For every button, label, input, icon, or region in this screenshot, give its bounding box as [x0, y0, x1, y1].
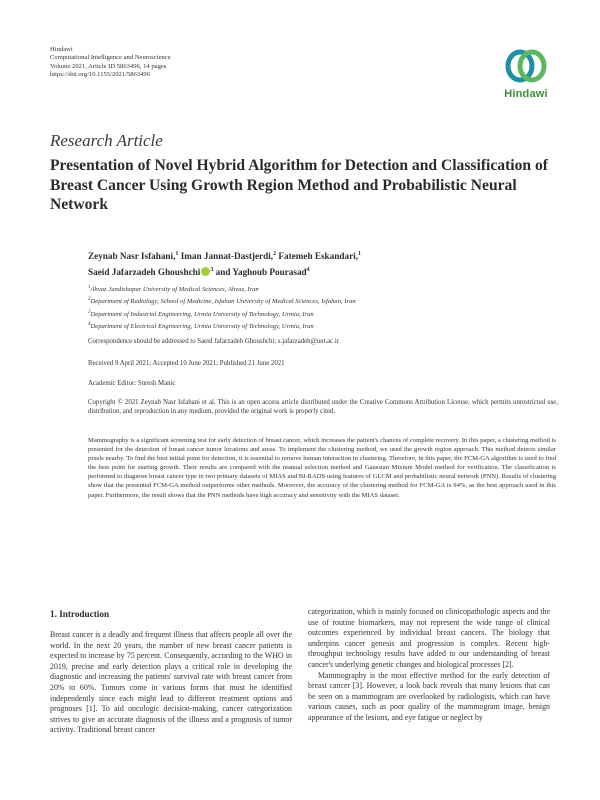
- author-name[interactable]: and Yaghoub Pourasad: [215, 266, 307, 277]
- author-sup: 1: [175, 251, 179, 257]
- paper-title: Presentation of Novel Hybrid Algorithm for Detection and Classification of Breast Cancer Using Growth Region Method and Probabilistic Neural Network: [50, 157, 548, 214]
- paragraph: categorization, which is mainly focused on clinicopathologic aspects and the use of routine biomarkers, may not represent the wide range of clinical outcomes experienced by individual breast cancers. The biology that underpins cancer genesis and progression is complex. Recent high-throughput technology results have added to our understanding of breast cancer's underlying genetic changes and biological processes [2].: [308, 607, 550, 669]
- correspondence: Correspondence should be addressed to Saeid Jafarzadeh Ghoushchi; s.jafarzadeh@uut.ac.ir: [88, 338, 340, 345]
- affiliation-line: $^4$Department of Electrical Engineering, Urmia University of Technology, Urmia, Iran: [88, 322, 314, 331]
- author-name[interactable]: Fatemeh Eskandari,: [278, 251, 359, 262]
- logo-wordmark: Hindawi: [504, 88, 548, 100]
- affiliation-line: $^1$Ahvaz Jundishapur University of Medical Sciences, Ahvaz, Iran: [88, 285, 259, 294]
- article-type: Research Article: [50, 131, 163, 150]
- left-column: [50, 630, 292, 736]
- journal-meta: [50, 46, 171, 80]
- author-name[interactable]: Zeynab Nasr Isfahani,: [88, 251, 176, 262]
- abstract: Mammography is a significant screening test for early detection of breast cancer, which increases the patient's chances of complete recovery. In this paper, a clustering method is presented for the detection of breast cancer tumor locations and areas. To implement the clustering method, we used the growth region approach. This method detects similar pixels nearby. To find the best initial point for detection, it is essential to remove human interaction in clustering. Therefore, in this paper, the FCM-GA algorithm is used to find the best point for starting growth. Their results are compared with the manual selection method and Gaussian Mixture Model method for verification. The classification is performed to diagnose breast cancer type in two primary datasets of MIAS and BI-RADS using features of GLCM and probabilistic neural network (PNN). Results of clustering show that the presented FCM-GA method outperforms other methods. Moreover, the accuracy of the clustering method for FCM-GA is 94%, as the best approach used in this paper. Furthermore, the result shows that the PNN methods have high accuracy and sensitivity with the MIAS dataset.: [88, 437, 556, 499]
- paragraph: Mammography is the most effective method for the early detection of breast cancer [3]. However, a look back reveals that many lesions that can be seen on a mammogram are overlooked by radiologists, which can have various causes, such as poor quality of the mammogram image, benign appearance of the lesions, and eye fatigue or neglect by: [308, 670, 550, 722]
- academic-editor: Academic Editor: Suresh Manic: [88, 380, 176, 387]
- journal-name: Computational Intelligence and Neuroscience: [50, 54, 171, 62]
- right-column: [308, 607, 550, 724]
- author-sup: 3: [210, 266, 214, 273]
- author-list: [88, 248, 558, 280]
- author-sup: 2: [273, 251, 277, 257]
- hindawi-logo-icon: [494, 46, 558, 88]
- author-sup: 4: [306, 266, 310, 273]
- hindawi-logo: [494, 46, 558, 108]
- affiliation-line: $^3$Department of Industrial Engineering, Urmia University of Technology, Urmia, Iran: [88, 309, 314, 318]
- copyright-notice: Copyright © 2021 Zeynab Nasr Isfahani et al. This is an open access article distributed under the Creative Commons Attribution License, which permits unrestricted use, distribution, and reproduction in any medium, provided the original work is properly cited.: [88, 399, 558, 416]
- affiliation-line: $^2$Department of Radiology, School of Medicine, Isfahan University of Medical Sciences, Isfahan, Iran: [88, 297, 356, 306]
- paragraph: Breast cancer is a deadly and frequent illness that affects people all over the world. In the next 20 years, the number of new breast cancer patients is expected to increase by 75 percent. Consequently, according to the WHO in 2019, precise and early detection plays a critical role in developing the diagnostic and increasing the patients' survival rate with breast cancer from 20% to 60%. Tumors come in various forms that must be identified independently since each might lead to different treatment options and prognoses [1]. To aid oncologic decision-making, cancer categorization strives to give an accurate diagnosis of the illness and a prognosis of tumor activity. Traditional breast cancer: [50, 630, 292, 735]
- orcid-icon[interactable]: [201, 267, 210, 276]
- doi-link[interactable]: https://doi.org/10.1155/2021/5863496: [50, 71, 151, 79]
- author-sup: 1: [358, 251, 362, 257]
- section-heading: 1. Introduction: [50, 609, 110, 619]
- affiliations: [88, 283, 558, 333]
- dates: Received 9 April 2021; Accepted 10 June 2021; Published 21 June 2021: [88, 360, 285, 367]
- author-name[interactable]: Saeid Jafarzadeh Ghoushchi: [88, 266, 201, 277]
- publisher-name: Hindawi: [50, 46, 73, 53]
- author-name[interactable]: Iman Jannat-Dastjerdi,: [180, 251, 274, 262]
- volume-info: Volume 2021, Article ID 5863496, 14 pages: [50, 62, 167, 70]
